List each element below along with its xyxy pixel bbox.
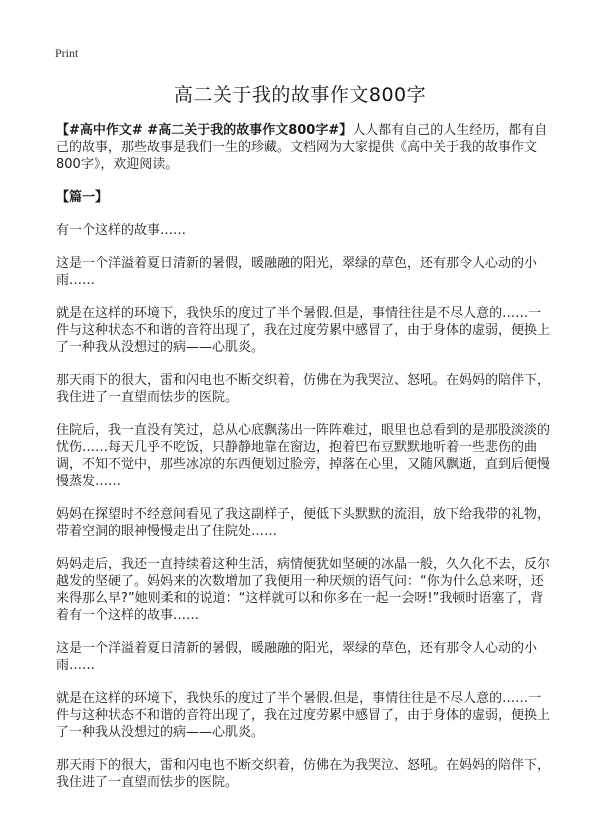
paragraph-5: 住院后，我一直没有笑过，总从心底飘荡出一阵阵难过，眼里也总看到的是那股淡淡的忧伤……每天几乎不吃饭，只静静地靠在窗边，抱着巴布豆默默地听着一些悲伤的曲调，不知不觉中，那些冰凉的东西便划过脸旁，掉落在心里，又随风飘逝，直到后便慢慢蒸发…… <box>56 423 551 489</box>
page-title: 高二关于我的故事作文800字 <box>173 84 427 106</box>
paragraph-2: 这是一个洋溢着夏日清新的暑假，暖融融的阳光，翠绿的草色，还有那令人心动的小雨…… <box>56 256 538 288</box>
intro-text: 人人都有自己的人生经历，都有自己的故事，那些故事是我们一生的珍藏。文档网为大家提供《高中关于我的故事作文800字》，欢迎阅读。 <box>56 123 548 172</box>
paragraph-10: 那天雨下的很大，雷和闪电也不断交织着，仿佛在为我哭泣、怒吼。在妈妈的陪伴下，我住进了一直望而怯步的医院。 <box>56 758 551 790</box>
print-link[interactable]: Print <box>55 46 79 60</box>
intro-paragraph <box>56 122 552 173</box>
paragraph-9: 就是在这样的环境下，我快乐的度过了半个暑假.但是，事情往往是不尽人意的……一件与这种状态不和谐的音符出现了，我在过度劳累中感冒了，由于身体的虚弱，便换上了一种我从没想过的病——心肌炎。 <box>56 691 551 740</box>
paragraph-3: 就是在这样的环境下，我快乐的度过了半个暑假.但是，事情往往是不尽人意的……一件与这种状态不和谐的音符出现了，我在过度劳累中感冒了，由于身体的虚弱，便换上了一种我从没想过的病——心肌炎。 <box>56 306 551 355</box>
intro-tag: 【#高中作文# #高二关于我的故事作文800字#】 <box>56 123 353 138</box>
paragraph-8: 这是一个洋溢着夏日清新的暑假，暖融融的阳光，翠绿的草色，还有那令人心动的小雨…… <box>56 641 538 673</box>
article-body <box>56 122 552 807</box>
section-heading: 【篇一】 <box>56 190 109 205</box>
paragraph-7: 妈妈走后，我还一直持续着这种生活，病情便犹如坚硬的冰晶一般，久久化不去，反尔越发的坚硬了。妈妈来的次数增加了我便用一种厌烦的语气问：“你为什么总来呀，还来得那么早?”她则柔和的说道：“这样就可以和你多在一起一会呀!”我顿时语塞了，背着有一个这样的故事…… <box>56 557 551 623</box>
paragraph-4: 那天雨下的很大，雷和闪电也不断交织着，仿佛在为我哭泣、怒吼。在妈妈的陪伴下，我住进了一直望而怯步的医院。 <box>56 373 551 405</box>
paragraph-1: 有一个这样的故事…… <box>56 223 187 238</box>
paragraph-6: 妈妈在探望时不经意间看见了我这副样子，便低下头默默的流泪，放下给我带的礼物，带着空洞的眼神慢慢走出了住院处…… <box>56 507 551 539</box>
